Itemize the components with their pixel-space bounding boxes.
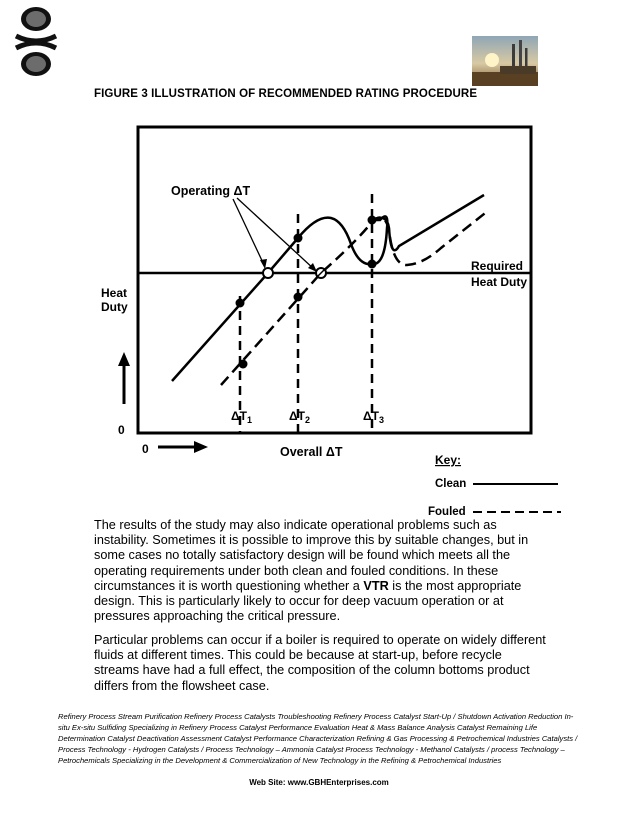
- duty-label: Duty: [101, 300, 128, 314]
- figure-title: FIGURE 3 ILLUSTRATION OF RECOMMENDED RATING PROCEDURE: [94, 88, 478, 100]
- footer-services-text: Refinery Process Stream Purification Refinery Process Catalysts Troubleshooting Refinery Process Catalyst Start-Up / Shutdown Activation Reduction In-situ Ex-situ Sulfiding Specializing in Refinery Process Catalyst Performance Evaluation Heat & Mass Balance Analysis Catalyst Remaining Life Determination Catalyst Deactivation Assessment Catalyst Performance Characterization Refining & Gas Processing & Petrochemical Industries Catalysts / Process Technology - Hydrogen Catalysts / Process Technology – Ammonia Catalyst Process Technology - Methanol Catalysts / process Technology – Petrochemicals Specializing in the Development & Commercialization of New Technology in the Refining & Petrochemical Industries: [58, 712, 578, 765]
- paragraph-1: The results of the study may also indicate operational problems such as instability. Sometimes it is possible to improve this by suitable changes, but in some cases no totally satisfactory design will be found which meets all the operating requirements under both clean and fouled conditions. In these circumstances it is worth questioning whether a VTR is the most appropriate design. This is particularly likely to occur for deep vacuum operation or at pressures approaching the critical pressure.: [94, 518, 529, 624]
- operating-dt-label: Operating ΔT: [171, 184, 251, 198]
- refinery-photo: [472, 36, 538, 86]
- x-zero-label: 0: [142, 442, 149, 456]
- clean-point-1: [236, 299, 245, 308]
- key-title: Key:: [435, 453, 462, 467]
- vtr-emphasis: VTR: [363, 578, 389, 593]
- paragraph-2: Particular problems can occur if a boiler is required to operate on widely different fluids at different times. This could be because at start-up, before recycle streams have had a full effect, the composition of the column bottoms product differs from the flowsheet case.: [94, 633, 546, 693]
- clean-point-4: [368, 260, 377, 269]
- heat-label: Heat: [101, 286, 128, 300]
- operating-point-clean: [263, 268, 273, 278]
- dt1-label: $\Delta T_1$: [231, 409, 252, 425]
- rating-procedure-figure: [95, 118, 575, 530]
- website-link[interactable]: Web Site: www.GBHEnterprises.com: [249, 778, 389, 787]
- company-logo-icon: [12, 6, 60, 78]
- clean-curve: [172, 195, 484, 381]
- fouled-curve: [221, 210, 489, 385]
- required-label-2: Heat Duty: [471, 275, 528, 289]
- y-zero-label: 0: [118, 423, 125, 437]
- x-axis-label: Overall ΔT: [280, 445, 343, 459]
- fouled-point-2: [294, 293, 303, 302]
- clean-point-3: [368, 216, 377, 225]
- fouled-point-1: [239, 360, 248, 369]
- operating-arrow-2: [237, 198, 315, 270]
- clean-point-2: [294, 234, 303, 243]
- required-label-1: Required: [471, 259, 524, 273]
- key-fouled-label: Fouled: [428, 506, 466, 518]
- dt2-label: $\Delta T_2$: [289, 409, 310, 425]
- key-clean-label: Clean: [435, 478, 467, 490]
- dt3-label: $\Delta T_3$: [363, 409, 384, 425]
